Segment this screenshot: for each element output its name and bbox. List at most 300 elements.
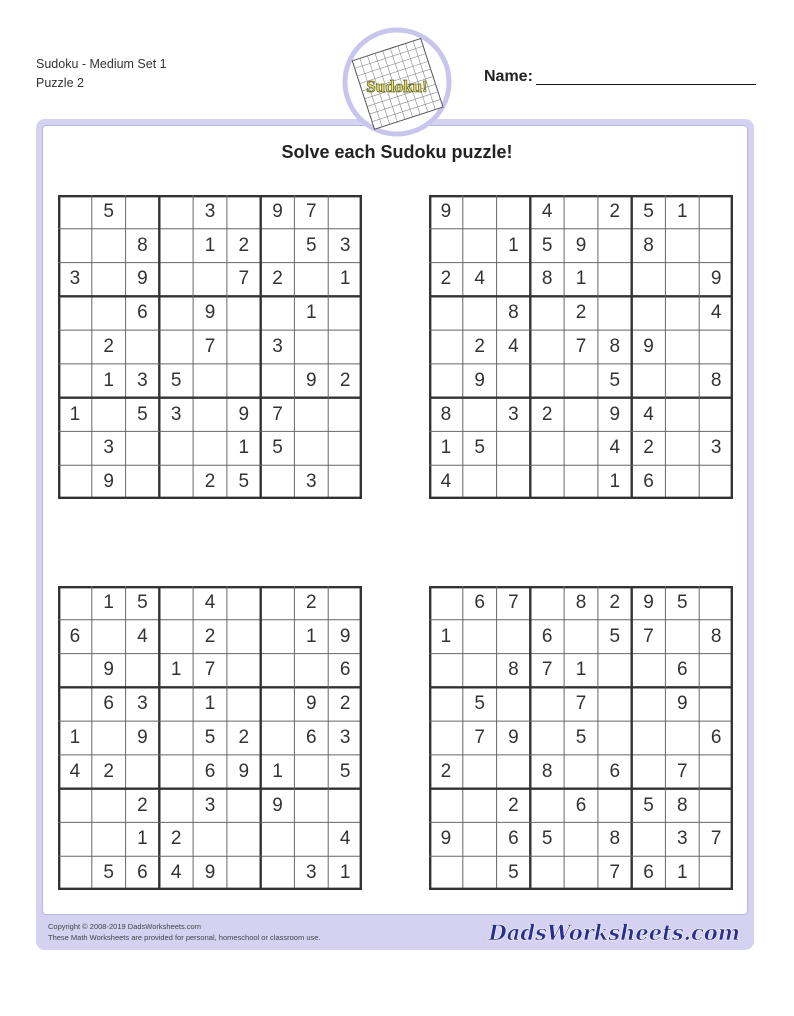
sudoku-cell[interactable]	[530, 721, 564, 755]
sudoku-cell: 3	[306, 862, 317, 884]
sudoku-cell: 2	[440, 760, 452, 782]
sudoku-cell[interactable]	[699, 229, 733, 263]
sudoku-cell[interactable]	[294, 263, 328, 297]
sudoku-cell[interactable]	[429, 856, 463, 890]
sudoku-cell[interactable]	[530, 465, 564, 499]
sudoku-cell[interactable]	[261, 296, 295, 330]
sudoku-cell: 4	[69, 760, 81, 782]
sudoku-cell[interactable]	[463, 195, 497, 229]
sudoku-cell[interactable]	[530, 296, 564, 330]
sudoku-cell: 7	[508, 591, 519, 613]
sudoku-cell[interactable]	[294, 789, 328, 823]
sudoku-cell: 5	[541, 828, 553, 850]
sudoku-cell: 1	[306, 625, 317, 647]
sudoku-cell[interactable]	[159, 721, 193, 755]
sudoku-cell: 3	[339, 726, 351, 748]
sudoku-grid-4	[429, 586, 733, 890]
sudoku-cell: 6	[643, 471, 654, 493]
copyright-block	[48, 921, 321, 943]
sudoku-cell[interactable]	[564, 755, 598, 789]
sudoku-cell[interactable]	[227, 195, 261, 229]
sudoku-cell: 1	[238, 437, 250, 459]
sudoku-cell[interactable]	[328, 586, 362, 620]
sudoku-cell[interactable]	[632, 654, 666, 688]
sudoku-cell[interactable]	[92, 789, 126, 823]
sudoku-cell: 1	[339, 862, 351, 884]
sudoku-cell: 5	[103, 862, 114, 884]
sudoku-cell[interactable]	[665, 296, 699, 330]
sudoku-cell: 3	[69, 268, 81, 290]
sudoku-cell[interactable]	[328, 789, 362, 823]
sudoku-cell: 5	[238, 471, 250, 493]
sudoku-cell: 5	[643, 794, 654, 816]
sudoku-cell[interactable]	[159, 465, 193, 499]
sudoku-cell: 4	[204, 591, 216, 613]
sudoku-cell: 5	[609, 625, 621, 647]
sudoku-cell[interactable]	[58, 296, 92, 330]
sudoku-cell: 7	[609, 862, 621, 884]
sudoku-cell: 9	[204, 862, 216, 884]
sudoku-cell: 9	[306, 369, 317, 391]
sudoku-cell[interactable]	[598, 654, 632, 688]
sudoku-cell: 1	[170, 659, 182, 681]
sudoku-cell: 5	[204, 726, 216, 748]
sudoku-cell: 9	[710, 268, 722, 290]
sudoku-cell[interactable]	[530, 364, 564, 398]
sudoku-cell[interactable]	[699, 465, 733, 499]
sudoku-cell: 4	[474, 268, 485, 290]
sudoku-cell: 7	[272, 403, 283, 425]
sudoku-cell: 8	[541, 760, 553, 782]
sudoku-cell[interactable]	[632, 755, 666, 789]
sudoku-cell: 1	[575, 659, 587, 681]
sudoku-cell: 8	[710, 625, 722, 647]
sudoku-cell[interactable]	[497, 364, 531, 398]
sudoku-cell[interactable]	[530, 856, 564, 890]
sudoku-cell: 9	[238, 760, 250, 782]
sudoku-cell: 1	[677, 200, 688, 222]
sudoku-cell[interactable]	[463, 465, 497, 499]
sudoku-cell[interactable]	[227, 822, 261, 856]
sudoku-cell[interactable]	[632, 822, 666, 856]
sudoku-cell[interactable]	[463, 620, 497, 654]
sudoku-cell[interactable]	[261, 654, 295, 688]
sudoku-cell[interactable]	[530, 330, 564, 364]
sudoku-cell: 3	[677, 828, 688, 850]
sudoku-cell: 2	[238, 234, 250, 256]
sudoku-cell[interactable]	[227, 856, 261, 890]
sudoku-cell[interactable]	[159, 586, 193, 620]
sudoku-cell[interactable]	[632, 296, 666, 330]
sudoku-cell: 9	[339, 625, 351, 647]
sudoku-cell: 4	[609, 437, 621, 459]
sudoku-cell: 8	[677, 794, 688, 816]
sudoku-cell: 9	[609, 403, 621, 425]
sudoku-cell[interactable]	[227, 789, 261, 823]
sudoku-cell: 1	[677, 862, 688, 884]
sudoku-cell[interactable]	[429, 364, 463, 398]
sudoku-cell: 2	[272, 268, 283, 290]
sudoku-cell: 5	[677, 591, 688, 613]
sudoku-cell: 6	[710, 726, 722, 748]
sudoku-cell[interactable]	[159, 296, 193, 330]
sudoku-cell: 5	[609, 369, 621, 391]
sudoku-cell: 3	[272, 335, 283, 357]
sudoku-cell[interactable]	[294, 431, 328, 465]
sudoku-cell: 2	[137, 794, 148, 816]
copyright-text: Copyright © 2008-2019 DadsWorksheets.com	[48, 922, 201, 931]
sudoku-cell: 1	[440, 437, 452, 459]
sudoku-cell[interactable]	[193, 263, 227, 297]
sudoku-cell[interactable]	[497, 755, 531, 789]
sudoku-cell: 1	[272, 760, 283, 782]
sudoku-cell[interactable]	[632, 687, 666, 721]
sudoku-cell[interactable]	[126, 755, 160, 789]
sudoku-cell[interactable]	[58, 687, 92, 721]
sudoku-cell: 5	[541, 234, 553, 256]
sudoku-cell: 3	[306, 471, 317, 493]
sudoku-cell[interactable]	[699, 687, 733, 721]
sudoku-cell[interactable]	[92, 229, 126, 263]
sudoku-cell: 8	[609, 335, 621, 357]
sudoku-cell[interactable]	[227, 330, 261, 364]
sudoku-cell[interactable]	[699, 789, 733, 823]
name-line[interactable]	[536, 84, 756, 85]
sudoku-cell[interactable]	[328, 330, 362, 364]
sudoku-cell[interactable]	[193, 364, 227, 398]
sudoku-cell: 2	[339, 693, 351, 715]
sudoku-cell[interactable]	[58, 789, 92, 823]
sudoku-cell[interactable]	[92, 398, 126, 432]
sudoku-cell: 6	[541, 625, 553, 647]
sudoku-cell: 8	[575, 591, 587, 613]
sudoku-cell[interactable]	[261, 364, 295, 398]
sudoku-cell: 9	[103, 659, 114, 681]
sudoku-cell: 2	[238, 726, 250, 748]
sudoku-cell[interactable]	[665, 398, 699, 432]
sudoku-cell[interactable]	[564, 620, 598, 654]
sudoku-cell[interactable]	[665, 364, 699, 398]
sudoku-cell: 9	[440, 200, 452, 222]
sudoku-cell: 9	[103, 471, 114, 493]
sudoku-cell: 3	[137, 369, 148, 391]
sudoku-cell: 6	[69, 625, 81, 647]
sudoku-cell: 9	[677, 693, 688, 715]
sudoku-cell: 6	[609, 760, 621, 782]
sudoku-cell: 2	[609, 591, 621, 613]
sudoku-cell[interactable]	[227, 296, 261, 330]
sudoku-cell[interactable]	[598, 789, 632, 823]
sudoku-cell: 2	[575, 302, 587, 324]
sudoku-cell[interactable]	[665, 721, 699, 755]
sudoku-cell: 3	[170, 403, 182, 425]
sudoku-cell: 9	[238, 403, 250, 425]
sudoku-cell[interactable]	[632, 263, 666, 297]
sudoku-grid-3	[58, 586, 362, 890]
sudoku-cell: 6	[339, 659, 351, 681]
sudoku-cell[interactable]	[564, 364, 598, 398]
sudoku-cell: 4	[440, 471, 452, 493]
sudoku-cell[interactable]	[497, 263, 531, 297]
sudoku-cell[interactable]	[665, 229, 699, 263]
sudoku-cell[interactable]	[497, 687, 531, 721]
sudoku-cell[interactable]	[92, 296, 126, 330]
sudoku-cell[interactable]	[58, 364, 92, 398]
sudoku-cell: 1	[508, 234, 519, 256]
sudoku-cell: 8	[508, 659, 519, 681]
sudoku-cell[interactable]	[58, 465, 92, 499]
sudoku-cell[interactable]	[294, 654, 328, 688]
sudoku-cell: 8	[508, 302, 519, 324]
sudoku-cell[interactable]	[294, 330, 328, 364]
sudoku-cell[interactable]	[92, 263, 126, 297]
sudoku-grid-2	[429, 195, 733, 499]
sudoku-cell[interactable]	[126, 654, 160, 688]
sudoku-cell[interactable]	[463, 654, 497, 688]
sudoku-cell: 5	[575, 726, 587, 748]
sudoku-cell[interactable]	[564, 398, 598, 432]
sudoku-cell[interactable]	[699, 856, 733, 890]
sudoku-cell: 5	[272, 437, 283, 459]
sudoku-cell[interactable]	[294, 755, 328, 789]
sudoku-cell[interactable]	[328, 431, 362, 465]
sudoku-cell[interactable]	[497, 431, 531, 465]
sudoku-cell: 9	[306, 693, 317, 715]
sudoku-cell: 8	[137, 234, 148, 256]
sudoku-cell[interactable]	[429, 229, 463, 263]
sudoku-cell[interactable]	[58, 654, 92, 688]
sudoku-cell: 9	[643, 335, 654, 357]
sudoku-cell[interactable]	[328, 465, 362, 499]
sudoku-cell: 4	[541, 200, 553, 222]
sudoku-cell: 5	[103, 200, 114, 222]
sudoku-cell[interactable]	[699, 755, 733, 789]
sudoku-cell[interactable]	[699, 586, 733, 620]
sudoku-cell: 2	[474, 335, 485, 357]
sudoku-cell[interactable]	[193, 398, 227, 432]
sudoku-cell[interactable]	[463, 296, 497, 330]
sudoku-cell[interactable]	[564, 856, 598, 890]
sudoku-cell: 3	[103, 437, 114, 459]
sudoku-cell[interactable]	[598, 263, 632, 297]
sudoku-cell[interactable]	[497, 195, 531, 229]
sudoku-cell[interactable]	[58, 856, 92, 890]
sudoku-cell[interactable]	[463, 229, 497, 263]
sudoku-cell: 5	[474, 693, 485, 715]
sudoku-cell[interactable]	[564, 195, 598, 229]
sudoku-cell[interactable]	[463, 398, 497, 432]
sudoku-cell[interactable]	[699, 195, 733, 229]
sudoku-cell: 3	[508, 403, 519, 425]
sudoku-cell[interactable]	[665, 330, 699, 364]
sudoku-cell[interactable]	[699, 330, 733, 364]
sudoku-cell[interactable]	[261, 687, 295, 721]
sudoku-cell[interactable]	[665, 465, 699, 499]
sudoku-cell: 2	[609, 200, 621, 222]
sudoku-cell[interactable]	[429, 789, 463, 823]
sudoku-cell[interactable]	[159, 330, 193, 364]
sudoku-cell[interactable]	[261, 721, 295, 755]
sudoku-cell: 5	[137, 591, 148, 613]
sudoku-cell[interactable]	[58, 229, 92, 263]
sudoku-cell[interactable]	[159, 755, 193, 789]
sudoku-cell[interactable]	[632, 364, 666, 398]
sudoku-cell: 1	[69, 726, 81, 748]
sudoku-cell[interactable]	[92, 822, 126, 856]
sudoku-cell: 6	[474, 591, 485, 613]
sudoku-cell[interactable]	[463, 856, 497, 890]
sudoku-cell: 1	[306, 302, 317, 324]
sudoku-cell: 3	[339, 234, 351, 256]
sudoku-cell: 4	[137, 625, 148, 647]
sudoku-cell[interactable]	[227, 654, 261, 688]
sudoku-cell[interactable]	[328, 296, 362, 330]
sudoku-cell[interactable]	[58, 431, 92, 465]
sudoku-cell: 5	[170, 369, 182, 391]
sudoku-cell: 5	[306, 234, 317, 256]
sudoku-cell[interactable]	[328, 398, 362, 432]
sudoku-cell[interactable]	[429, 721, 463, 755]
sudoku-cell[interactable]	[598, 687, 632, 721]
sudoku-cell[interactable]	[193, 431, 227, 465]
sudoku-cell[interactable]	[429, 654, 463, 688]
sudoku-cell: 4	[170, 862, 182, 884]
sudoku-cell[interactable]	[328, 195, 362, 229]
sudoku-cell[interactable]	[463, 789, 497, 823]
sudoku-cell: 6	[508, 828, 519, 850]
sudoku-cell[interactable]	[530, 586, 564, 620]
sudoku-cell[interactable]	[193, 822, 227, 856]
sudoku-logo	[339, 30, 455, 138]
sudoku-cell: 9	[508, 726, 519, 748]
sudoku-cell[interactable]	[699, 398, 733, 432]
sudoku-cell: 9	[440, 828, 452, 850]
sudoku-cell[interactable]	[261, 856, 295, 890]
sudoku-cell: 5	[508, 862, 519, 884]
sudoku-cell[interactable]	[294, 398, 328, 432]
sudoku-cell: 7	[710, 828, 722, 850]
logo-text: Sudoku!	[366, 77, 428, 96]
sudoku-cell[interactable]	[159, 687, 193, 721]
sudoku-cell[interactable]	[530, 789, 564, 823]
sudoku-cell: 8	[710, 369, 722, 391]
sudoku-cell: 7	[643, 625, 654, 647]
sudoku-cell[interactable]	[699, 654, 733, 688]
sudoku-cell[interactable]	[159, 263, 193, 297]
sudoku-cell[interactable]	[598, 721, 632, 755]
sudoku-cell[interactable]	[58, 330, 92, 364]
sudoku-cell[interactable]	[294, 822, 328, 856]
sudoku-cell: 4	[643, 403, 654, 425]
sudoku-cell[interactable]	[159, 431, 193, 465]
sudoku-cell[interactable]	[159, 789, 193, 823]
sudoku-cell: 6	[137, 862, 148, 884]
sudoku-cell: 1	[440, 625, 452, 647]
sudoku-cell[interactable]	[92, 721, 126, 755]
sudoku-cell: 7	[474, 726, 485, 748]
sudoku-cell: 2	[541, 403, 553, 425]
sudoku-cell: 2	[508, 794, 519, 816]
sudoku-cell: 8	[609, 828, 621, 850]
sudoku-cell: 8	[440, 403, 452, 425]
sudoku-cell[interactable]	[92, 620, 126, 654]
sudoku-cell: 2	[204, 625, 216, 647]
sudoku-cell: 8	[541, 268, 553, 290]
sudoku-cell[interactable]	[497, 620, 531, 654]
sudoku-cell: 6	[306, 726, 317, 748]
sudoku-cell: 2	[440, 268, 452, 290]
sudoku-cell[interactable]	[665, 431, 699, 465]
sudoku-cell[interactable]	[429, 687, 463, 721]
sudoku-cell[interactable]	[429, 330, 463, 364]
sudoku-cell[interactable]	[58, 822, 92, 856]
sudoku-cell[interactable]	[126, 465, 160, 499]
sudoku-cell[interactable]	[429, 586, 463, 620]
sudoku-cell[interactable]	[159, 229, 193, 263]
sudoku-cell: 9	[643, 591, 654, 613]
sudoku-cell[interactable]	[159, 195, 193, 229]
sudoku-cell[interactable]	[598, 296, 632, 330]
sudoku-cell: 6	[103, 693, 114, 715]
sudoku-cell: 1	[103, 369, 114, 391]
sudoku-cell[interactable]	[126, 431, 160, 465]
sudoku-cell[interactable]	[227, 586, 261, 620]
sudoku-cell[interactable]	[564, 465, 598, 499]
sudoku-cell[interactable]	[261, 229, 295, 263]
sudoku-cell[interactable]	[261, 465, 295, 499]
sudoku-cell[interactable]	[564, 822, 598, 856]
sudoku-cell: 3	[137, 693, 148, 715]
sudoku-cell: 7	[204, 659, 216, 681]
sudoku-cell[interactable]	[58, 195, 92, 229]
sudoku-cell: 1	[204, 234, 216, 256]
sudoku-cell: 9	[272, 794, 283, 816]
sudoku-cell[interactable]	[665, 263, 699, 297]
sudoku-cell[interactable]	[58, 586, 92, 620]
sudoku-cell: 9	[575, 234, 587, 256]
sudoku-cell[interactable]	[463, 822, 497, 856]
sudoku-cell[interactable]	[261, 586, 295, 620]
sudoku-cell: 2	[170, 828, 182, 850]
sudoku-cell: 9	[204, 302, 216, 324]
sudoku-cell[interactable]	[261, 822, 295, 856]
sudoku-cell[interactable]	[564, 431, 598, 465]
sudoku-cell: 5	[339, 760, 351, 782]
sudoku-grid-1	[58, 195, 362, 499]
sudoku-cell[interactable]	[126, 330, 160, 364]
sudoku-cell[interactable]	[261, 620, 295, 654]
sudoku-cell: 1	[137, 828, 148, 850]
sudoku-cell[interactable]	[227, 364, 261, 398]
sudoku-cell[interactable]	[665, 620, 699, 654]
sudoku-cell[interactable]	[126, 195, 160, 229]
sudoku-cell[interactable]	[227, 620, 261, 654]
sudoku-cell[interactable]	[530, 431, 564, 465]
puzzle-label: Puzzle 2	[36, 76, 84, 90]
sudoku-cell[interactable]	[497, 465, 531, 499]
sudoku-cell: 2	[643, 437, 654, 459]
worksheet-info	[36, 55, 167, 93]
sudoku-cell[interactable]	[598, 229, 632, 263]
sudoku-cell[interactable]	[530, 687, 564, 721]
sudoku-cell[interactable]	[159, 620, 193, 654]
sudoku-cell[interactable]	[227, 687, 261, 721]
sudoku-cell[interactable]	[632, 721, 666, 755]
sudoku-cell[interactable]	[463, 755, 497, 789]
sudoku-cell: 7	[306, 200, 317, 222]
sudoku-cell[interactable]	[429, 296, 463, 330]
sudoku-cell: 2	[306, 591, 317, 613]
